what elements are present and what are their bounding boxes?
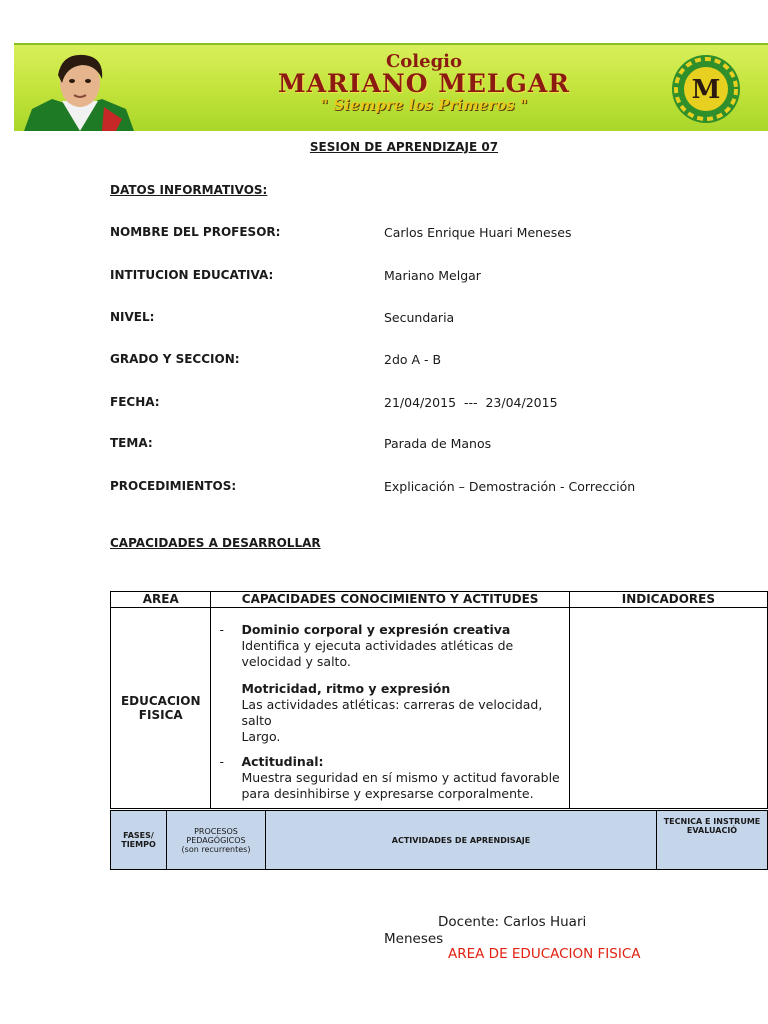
- field-label-profesor: NOMBRE DEL PROFESOR:: [110, 225, 281, 239]
- field-value-fecha: 21/04/2015 --- 23/04/2015: [384, 395, 558, 410]
- capacidad-item: [219, 754, 571, 802]
- area-cell: [111, 608, 211, 809]
- item-title: Dominio corporal y expresión creativa: [241, 622, 511, 637]
- fases-col-tecnica-line: TECNICA E INSTRUME: [663, 817, 761, 826]
- header-capacidades: CAPACIDADES CONOCIMIENTO Y ACTITUDES: [211, 592, 569, 608]
- capacidad-item: [241, 681, 571, 745]
- header-area: AREA: [111, 592, 211, 608]
- field-label-institucion: INTITUCION EDUCATIVA:: [110, 268, 274, 282]
- fases-col-tiempo-line: TIEMPO: [121, 840, 156, 849]
- field-label-nivel: NIVEL:: [110, 310, 155, 324]
- capacidades-cell: [211, 608, 569, 809]
- item-line: Identifica y ejecuta actividades atléticas de: [241, 638, 514, 653]
- field-label-tema: TEMA:: [110, 436, 153, 450]
- school-banner: [14, 43, 768, 131]
- fases-col-procesos-line: PROCESOS: [194, 826, 238, 836]
- field-value-grado: 2do A - B: [384, 352, 442, 367]
- banner-line-colegio: Colegio: [385, 51, 463, 72]
- docente-line: Docente: Carlos Huari: [438, 914, 587, 930]
- banner-title: [224, 53, 624, 113]
- field-value-profesor: Carlos Enrique Huari Meneses: [384, 225, 572, 240]
- field-value-nivel: Secundaria: [384, 310, 455, 325]
- fases-col-tiempo-line: FASES/: [123, 831, 154, 840]
- fases-table: [110, 810, 768, 870]
- docente-line: Meneses: [384, 931, 444, 947]
- field-label-fecha: FECHA:: [110, 395, 160, 409]
- item-line: salto: [241, 713, 272, 728]
- banner-school-name: MARIANO MELGAR: [277, 69, 571, 98]
- fases-col-procesos-line: PEDAGÓGICOS: [186, 835, 246, 845]
- item-line: Largo.: [241, 729, 281, 744]
- area-name: EDUCACION FISICA: [120, 694, 201, 722]
- field-label-grado: GRADO Y SECCION:: [110, 352, 240, 366]
- capacidad-item: [219, 622, 571, 670]
- item-line: Las actividades atléticas: carreras de velocidad,: [241, 697, 543, 712]
- fases-header-row: [111, 811, 768, 870]
- capacidades-table: [110, 591, 768, 809]
- item-line: para desinhibirse y expresarse corporalmente.: [241, 786, 534, 801]
- docente-signature: [384, 914, 644, 948]
- founder-portrait-icon: [22, 49, 140, 131]
- field-label-procedimientos: PROCEDIMIENTOS:: [110, 479, 237, 493]
- field-value-tema: Parada de Manos: [384, 436, 492, 451]
- fases-col-tecnica: [657, 811, 768, 870]
- item-line: Muestra seguridad en sí mismo y actitud favorable: [241, 770, 560, 785]
- item-dash: -: [219, 622, 224, 637]
- item-line: velocidad y salto.: [241, 654, 351, 669]
- fases-col-tecnica-line: EVALUACIÓ: [686, 826, 738, 835]
- item-title: Motricidad, ritmo y expresión: [241, 681, 451, 696]
- fases-col-tiempo: [111, 811, 167, 870]
- banner-motto: " Siempre los Primeros ": [320, 96, 528, 114]
- field-value-institucion: Mariano Melgar: [384, 268, 481, 283]
- seal-letter: M: [691, 75, 721, 105]
- item-dash: -: [219, 754, 224, 769]
- header-indicadores: INDICADORES: [569, 592, 767, 608]
- table-row: [111, 608, 768, 809]
- field-value-procedimientos: Explicación – Demostración - Corrección: [384, 479, 636, 494]
- datos-heading: DATOS INFORMATIVOS:: [110, 183, 268, 197]
- fases-col-procesos: [167, 811, 266, 870]
- table-header-row: [111, 592, 768, 608]
- item-title: Actitudinal:: [241, 754, 324, 769]
- area-footer: AREA DE EDUCACION FISICA: [448, 946, 641, 962]
- capacidades-heading: CAPACIDADES A DESARROLLAR: [110, 536, 321, 550]
- school-seal-icon: [670, 53, 742, 125]
- fases-col-procesos-line: (son recurrentes): [181, 844, 251, 854]
- page-title: SESION DE APRENDIZAJE 07: [309, 140, 499, 154]
- fases-col-actividades: ACTIVIDADES DE APRENDISAJE: [266, 811, 657, 870]
- indicadores-cell: [569, 608, 767, 809]
